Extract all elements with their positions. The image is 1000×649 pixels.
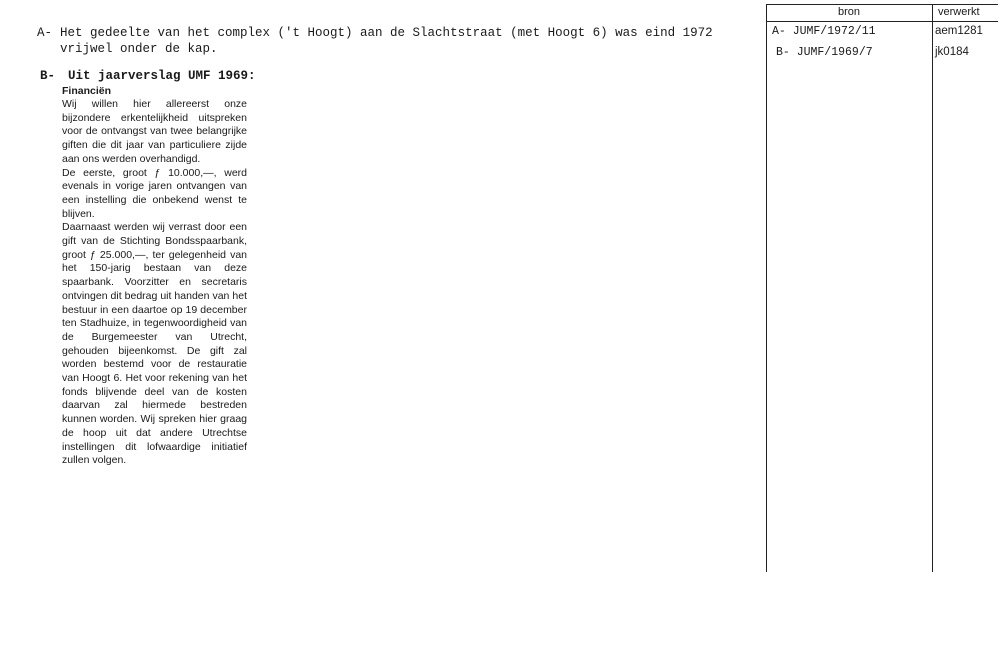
column-header-bron: bron — [837, 6, 861, 18]
table-cell-bron: A- JUMF/1972/11 — [772, 25, 876, 38]
table-column-divider — [932, 4, 933, 572]
paragraph: Daarnaast werden wij verrast door een gift van de Stichting Bondsspaarbank, groot ƒ 25.000,—, ter gelegenheid van het 150-jarig bestaan van deze spaarbank. Voorzitter en secretaris ontvingen dit bedrag uit handen van het bestuur in een daartoe op 19 december ten Stadhuize, in tegenwoordigheid van de Burgemeester van Utrecht, gehouden bijeenkomst. De gift zal worden bestemd voor de restauratie van Hoogt 6. Het voor rekening van het fonds blijvende deel van de kosten daarvan zal hiermede bestreden kunnen worden. Wij spreken hier graag de hoop uit dat andere Utrechtse instellingen dit lofwaardige initiatief zullen volgen. — [62, 221, 247, 467]
section-heading-financien: Financiën — [62, 85, 112, 97]
table-cell-bron: B- JUMF/1969/7 — [776, 46, 873, 59]
entry-a-marker: A- — [37, 26, 53, 40]
paragraph: Wij willen hier allereerst onze bijzondere erkentelijkheid uitspreken voor de ontvangst van twee belangrijke giften die dit jaar van particuliere zijde aan ons werden overhandigd. — [62, 98, 247, 165]
entry-a — [37, 25, 752, 57]
paragraph: De eerste, groot ƒ 10.000,—, werd evenals in vorige jaren ontvangen van een instelling die onbekend wenst te blijven. — [62, 166, 247, 220]
entry-b-heading — [40, 68, 256, 84]
column-header-verwerkt: verwerkt — [938, 6, 980, 18]
table-top-border — [766, 4, 998, 5]
table-header-divider — [766, 21, 998, 22]
table-left-border — [766, 4, 767, 572]
entry-a-text: Het gedeelte van het complex ('t Hoogt) aan de Slachtstraat (met Hoogt 6) was eind 1972 vrijwel onder de kap. — [60, 26, 713, 56]
financien-text — [62, 98, 247, 468]
entry-b-marker: B- — [40, 69, 56, 83]
entry-b-title: Uit jaarverslag UMF 1969: — [68, 69, 256, 83]
table-cell-verwerkt: aem1281 — [935, 25, 983, 37]
table-cell-verwerkt: jk0184 — [935, 46, 969, 58]
